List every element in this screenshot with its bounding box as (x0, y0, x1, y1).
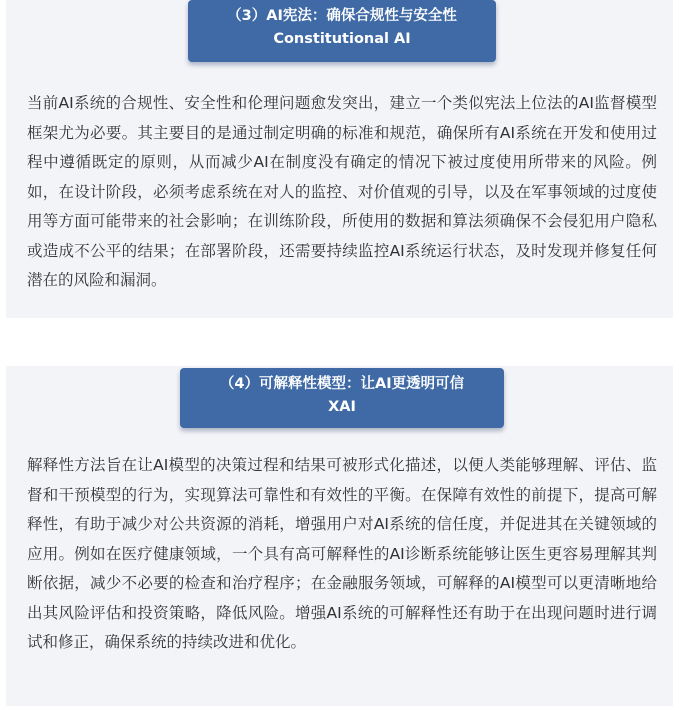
section-body-xai: 解释性方法旨在让AI模型的决策过程和结果可被形式化描述，以便人类能够理解、评估、监督和干预模型的行为，实现算法可靠性和有效性的平衡。在保障有效性的前提下，提高可解释性，有助于减少对公共资源的消耗，增强用户对AI系统的信任度，并促进其在关键领域的应用。例如在医疗健康领域，一个具有高可解释性的AI诊断系统能够让医生更容易理解其判断依据，减少不必要的检查和治疗程序；在金融服务领域，可解释的AI模型可以更清晰地给出其风险评估和投资策略，降低风险。增强AI系统的可解释性还有助于在出现问题时进行调试和修正，确保系统的持续改进和优化。 (27, 456, 657, 651)
section-heading-subtitle: XAI (328, 399, 356, 415)
section-heading-title: （3）AI宪法：确保合规性与安全性 (227, 8, 457, 24)
section-heading-xai (180, 368, 504, 428)
section-heading-constitutional-ai (188, 0, 496, 62)
section-heading-title: （4）可解释性模型：让AI更透明可信 (219, 376, 465, 392)
section-heading-subtitle: Constitutional AI (273, 31, 411, 47)
section-body-constitutional-ai: 当前AI系统的合规性、安全性和伦理问题愈发突出，建立一个类似宪法上位法的AI监督模型框架尤为必要。其主要目的是通过制定明确的标准和规范，确保所有AI系统在开发和使用过程中遵循既定的原则，从而减少AI在制度没有确定的情况下被过度使用所带来的风险。例如，在设计阶段，必须考虑系统在对人的监控、对价值观的引导，以及在军事领域的过度使用等方面可能带来的社会影响；在训练阶段，所使用的数据和算法须确保不会侵犯用户隐私或造成不公平的结果；在部署阶段，还需要持续监控AI系统运行状态，及时发现并修复任何潜在的风险和漏洞。 (27, 94, 657, 289)
